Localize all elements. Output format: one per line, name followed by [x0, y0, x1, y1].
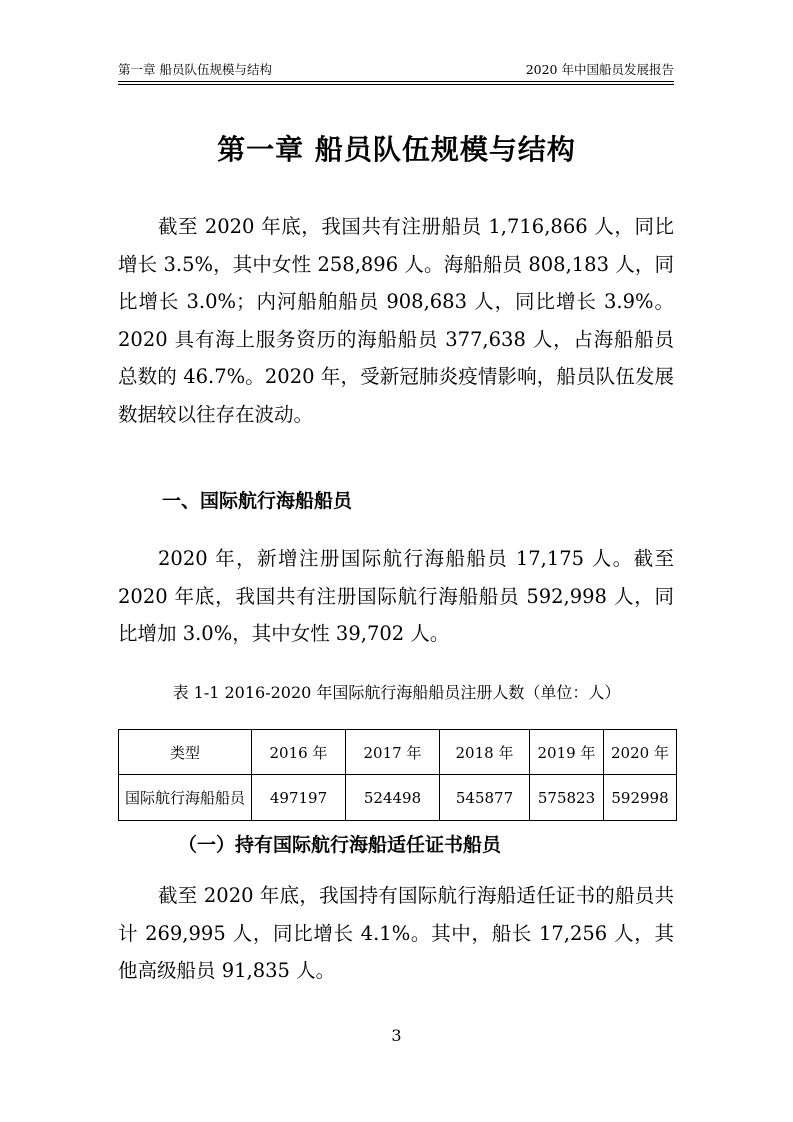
section-paragraph: 2020 年，新增注册国际航行海船船员 17,175 人。截至 2020 年底，我国共有注册国际航行海船船员 592,998 人，同比增加 3.0%，其中女性 39,702 人。 — [118, 547, 674, 645]
table-row — [119, 775, 677, 821]
table-cell: 国际航行海船船员 — [119, 775, 252, 821]
table-header-cell: 2016 年 — [252, 730, 346, 775]
table-cell: 592998 — [604, 775, 677, 821]
chapter-title: 第一章 船员队伍规模与结构 — [217, 133, 576, 166]
registration-table — [118, 729, 677, 821]
intro-paragraph: 截至 2020 年底，我国共有注册船员 1,716,866 人，同比增长 3.5%，其中女性 258,896 人。海船船员 808,183 人，同比增长 3.0%；内河船舶船员 908,683 人，同比增长 3.9%。2020 具有海上服务资历的海船船员 377,638 人，占海船船员总数的 46.7%。2020 年，受新冠肺炎疫情影响，船员队伍发展数据较以往存在波动。 — [118, 215, 674, 426]
subsection-heading: （一）持有国际航行海船适任证书船员 — [178, 834, 502, 856]
table-header-cell: 2018 年 — [440, 730, 530, 775]
table-header-cell: 类型 — [119, 730, 252, 775]
subsection-paragraph: 截至 2020 年底，我国持有国际航行海船适任证书的船员共计 269,995 人，同比增长 4.1%。其中，船长 17,256 人，其他高级船员 91,835 人。 — [118, 884, 674, 982]
table-cell: 524498 — [346, 775, 440, 821]
section-heading: 一、国际航行海船船员 — [162, 490, 353, 512]
header-report-title: 2020 年中国船员发展报告 — [525, 62, 674, 77]
table-header-cell: 2020 年 — [604, 730, 677, 775]
table-caption: 表 1-1 2016-2020 年国际航行海船船员注册人数（单位：人） — [172, 683, 621, 702]
table-header-row — [119, 730, 677, 775]
header-chapter: 第一章 船员队伍规模与结构 — [118, 62, 272, 77]
table-cell: 497197 — [252, 775, 346, 821]
table-header-cell: 2017 年 — [346, 730, 440, 775]
page-number: 3 — [391, 1026, 402, 1045]
table-cell: 545877 — [440, 775, 530, 821]
table-header-cell: 2019 年 — [530, 730, 604, 775]
table-cell: 575823 — [530, 775, 604, 821]
running-header — [118, 56, 674, 82]
